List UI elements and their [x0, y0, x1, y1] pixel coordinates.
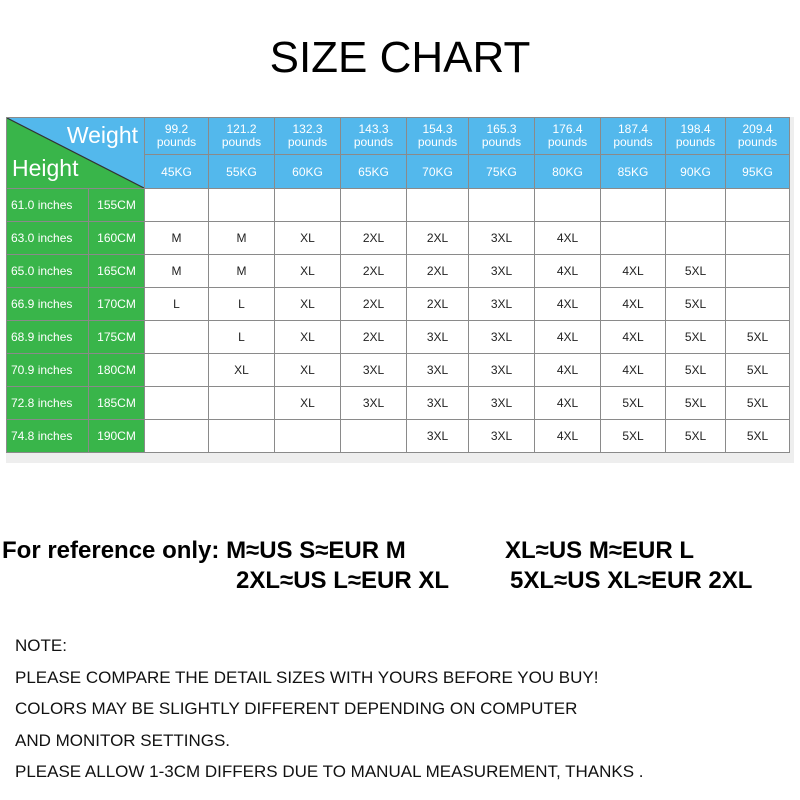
- pounds-value: 187.4: [617, 122, 649, 136]
- note-line: COLORS MAY BE SLIGHTLY DIFFERENT DEPENDING ON COMPUTER: [15, 699, 578, 718]
- size-cell: 5XL: [726, 387, 790, 420]
- weight-pounds-cell: [341, 118, 407, 155]
- size-cell: 2XL: [341, 288, 407, 321]
- size-cell: [145, 420, 209, 453]
- weight-kg-cell: 85KG: [601, 155, 666, 189]
- size-table: [6, 117, 790, 453]
- height-inches-cell: 63.0 inches: [7, 222, 89, 255]
- size-cell: 3XL: [469, 321, 535, 354]
- weight-kg-cell: 80KG: [535, 155, 601, 189]
- size-cell: [726, 222, 790, 255]
- size-cell: 3XL: [407, 420, 469, 453]
- size-cell: [726, 288, 790, 321]
- note-line: AND MONITOR SETTINGS.: [15, 730, 231, 750]
- weight-pounds-cell: [601, 118, 666, 155]
- table-row: [7, 420, 790, 453]
- pounds-unit: pounds: [156, 135, 197, 149]
- reference-line-1a: For reference only: M≈US S≈EUR M: [2, 537, 406, 564]
- height-inches-cell: 65.0 inches: [7, 255, 89, 288]
- pounds-value: 198.4: [680, 122, 711, 136]
- weight-pounds-cell: [275, 118, 341, 155]
- table-row: [7, 321, 790, 354]
- height-inches-cell: 68.9 inches: [7, 321, 89, 354]
- size-cell: 5XL: [726, 321, 790, 354]
- size-cell: [341, 420, 407, 453]
- weight-pounds-cell: [145, 118, 209, 155]
- height-cm-cell: 160CM: [89, 222, 145, 255]
- size-cell: 3XL: [341, 354, 407, 387]
- size-cell: 4XL: [601, 354, 666, 387]
- height-label: Height: [12, 155, 79, 181]
- size-cell: M: [145, 255, 209, 288]
- size-cell: [145, 321, 209, 354]
- note-heading: NOTE:: [15, 636, 67, 655]
- size-cell: [666, 189, 726, 222]
- size-cell: 2XL: [341, 255, 407, 288]
- size-cell: 3XL: [407, 321, 469, 354]
- size-cell: 5XL: [601, 387, 666, 420]
- size-cell: 4XL: [535, 387, 601, 420]
- weight-kg-cell: 45KG: [145, 155, 209, 189]
- pounds-value: 154.3: [422, 122, 453, 136]
- size-cell: 3XL: [469, 420, 535, 453]
- pounds-value: 176.4: [552, 122, 583, 136]
- size-cell: 2XL: [341, 321, 407, 354]
- size-cell: 2XL: [407, 255, 469, 288]
- size-cell: XL: [275, 222, 341, 255]
- size-cell: 5XL: [726, 354, 790, 387]
- table-row: [7, 255, 790, 288]
- size-cell: M: [145, 222, 209, 255]
- size-cell: 5XL: [666, 354, 726, 387]
- size-cell: 3XL: [469, 222, 535, 255]
- weight-label: Weight: [66, 122, 138, 148]
- size-cell: 4XL: [535, 420, 601, 453]
- pounds-value: 132.3: [292, 122, 323, 136]
- pounds-unit: pounds: [737, 135, 778, 149]
- weight-pounds-row: [7, 118, 790, 155]
- weight-kg-cell: 60KG: [275, 155, 341, 189]
- height-inches-cell: 66.9 inches: [7, 288, 89, 321]
- size-cell: 5XL: [666, 387, 726, 420]
- size-cell: 4XL: [535, 321, 601, 354]
- height-cm-cell: 180CM: [89, 354, 145, 387]
- size-cell: [535, 189, 601, 222]
- size-cell: XL: [275, 321, 341, 354]
- size-cell: [275, 420, 341, 453]
- size-cell: 4XL: [601, 288, 666, 321]
- height-inches-cell: 61.0 inches: [7, 189, 89, 222]
- table-row: [7, 387, 790, 420]
- size-cell: 4XL: [535, 288, 601, 321]
- weight-pounds-cell: [666, 118, 726, 155]
- pounds-value: 99.2: [164, 122, 189, 136]
- size-cell: 4XL: [535, 354, 601, 387]
- size-cell: 3XL: [469, 288, 535, 321]
- table-row: [7, 354, 790, 387]
- note-line: PLEASE COMPARE THE DETAIL SIZES WITH YOURS BEFORE YOU BUY!: [15, 667, 599, 687]
- size-cell: 5XL: [666, 321, 726, 354]
- size-cell: [209, 189, 275, 222]
- note-line: PLEASE ALLOW 1-3CM DIFFERS DUE TO MANUAL MEASUREMENT, THANKS .: [15, 762, 644, 781]
- size-cell: L: [145, 288, 209, 321]
- size-cell: [666, 222, 726, 255]
- size-cell: 3XL: [341, 387, 407, 420]
- pounds-value: 165.3: [486, 122, 517, 136]
- size-cell: [209, 387, 275, 420]
- weight-kg-cell: 55KG: [209, 155, 275, 189]
- size-cell: XL: [209, 354, 275, 387]
- height-cm-cell: 185CM: [89, 387, 145, 420]
- table-row: [7, 288, 790, 321]
- height-cm-cell: 175CM: [89, 321, 145, 354]
- size-cell: M: [209, 222, 275, 255]
- size-cell: XL: [275, 288, 341, 321]
- pounds-unit: pounds: [417, 135, 458, 149]
- table-row: [7, 189, 790, 222]
- height-inches-cell: 70.9 inches: [7, 354, 89, 387]
- pounds-unit: pounds: [353, 135, 394, 149]
- size-cell: M: [209, 255, 275, 288]
- size-cell: [726, 255, 790, 288]
- size-chart: [6, 117, 794, 463]
- size-cell: 3XL: [407, 354, 469, 387]
- pounds-unit: pounds: [675, 135, 716, 149]
- size-cell: 2XL: [407, 222, 469, 255]
- size-cell: [275, 189, 341, 222]
- pounds-unit: pounds: [613, 135, 653, 149]
- size-cell: [145, 354, 209, 387]
- size-cell: XL: [275, 387, 341, 420]
- size-cell: [145, 387, 209, 420]
- size-cell: 3XL: [407, 387, 469, 420]
- weight-kg-cell: 65KG: [341, 155, 407, 189]
- size-cell: [726, 189, 790, 222]
- size-cell: [407, 189, 469, 222]
- pounds-value: 121.2: [226, 122, 257, 136]
- page-title: SIZE CHART: [269, 33, 531, 82]
- size-cell: [209, 420, 275, 453]
- pounds-value: 209.4: [742, 122, 773, 136]
- size-cell: 2XL: [407, 288, 469, 321]
- height-cm-cell: 155CM: [89, 189, 145, 222]
- weight-kg-cell: 95KG: [726, 155, 790, 189]
- size-cell: 3XL: [469, 255, 535, 288]
- height-cm-cell: 170CM: [89, 288, 145, 321]
- height-cm-cell: 190CM: [89, 420, 145, 453]
- size-cell: [341, 189, 407, 222]
- size-cell: XL: [275, 354, 341, 387]
- size-cell: XL: [275, 255, 341, 288]
- note-section: [15, 630, 795, 788]
- size-cell: 5XL: [601, 420, 666, 453]
- height-inches-cell: 74.8 inches: [7, 420, 89, 453]
- size-cell: 2XL: [341, 222, 407, 255]
- size-cell: 3XL: [469, 387, 535, 420]
- reference-line-2b: 5XL≈US XL≈EUR 2XL: [510, 567, 753, 594]
- weight-pounds-cell: [726, 118, 790, 155]
- pounds-unit: pounds: [547, 135, 588, 149]
- weight-pounds-cell: [469, 118, 535, 155]
- pounds-value: 143.3: [358, 122, 389, 136]
- size-cell: 4XL: [535, 255, 601, 288]
- size-cell: 3XL: [469, 354, 535, 387]
- height-inches-cell: 72.8 inches: [7, 387, 89, 420]
- size-cell: L: [209, 288, 275, 321]
- weight-kg-cell: 70KG: [407, 155, 469, 189]
- size-cell: [469, 189, 535, 222]
- size-cell: [601, 189, 666, 222]
- weight-kg-cell: 75KG: [469, 155, 535, 189]
- reference-line-1b: XL≈US M≈EUR L: [505, 537, 695, 564]
- size-cell: L: [209, 321, 275, 354]
- weight-pounds-cell: [407, 118, 469, 155]
- weight-pounds-cell: [535, 118, 601, 155]
- pounds-unit: pounds: [481, 135, 522, 149]
- weight-height-corner: [7, 118, 145, 189]
- pounds-unit: pounds: [221, 135, 262, 149]
- size-cell: 5XL: [666, 288, 726, 321]
- size-cell: 4XL: [601, 321, 666, 354]
- size-cell: 5XL: [666, 255, 726, 288]
- reference-line-2a: 2XL≈US L≈EUR XL: [236, 567, 450, 594]
- pounds-unit: pounds: [287, 135, 328, 149]
- size-cell: 5XL: [666, 420, 726, 453]
- weight-kg-cell: 90KG: [666, 155, 726, 189]
- table-row: [7, 222, 790, 255]
- size-cell: [601, 222, 666, 255]
- size-cell: 5XL: [726, 420, 790, 453]
- weight-pounds-cell: [209, 118, 275, 155]
- height-cm-cell: 165CM: [89, 255, 145, 288]
- size-cell: [145, 189, 209, 222]
- size-cell: 4XL: [535, 222, 601, 255]
- size-cell: 4XL: [601, 255, 666, 288]
